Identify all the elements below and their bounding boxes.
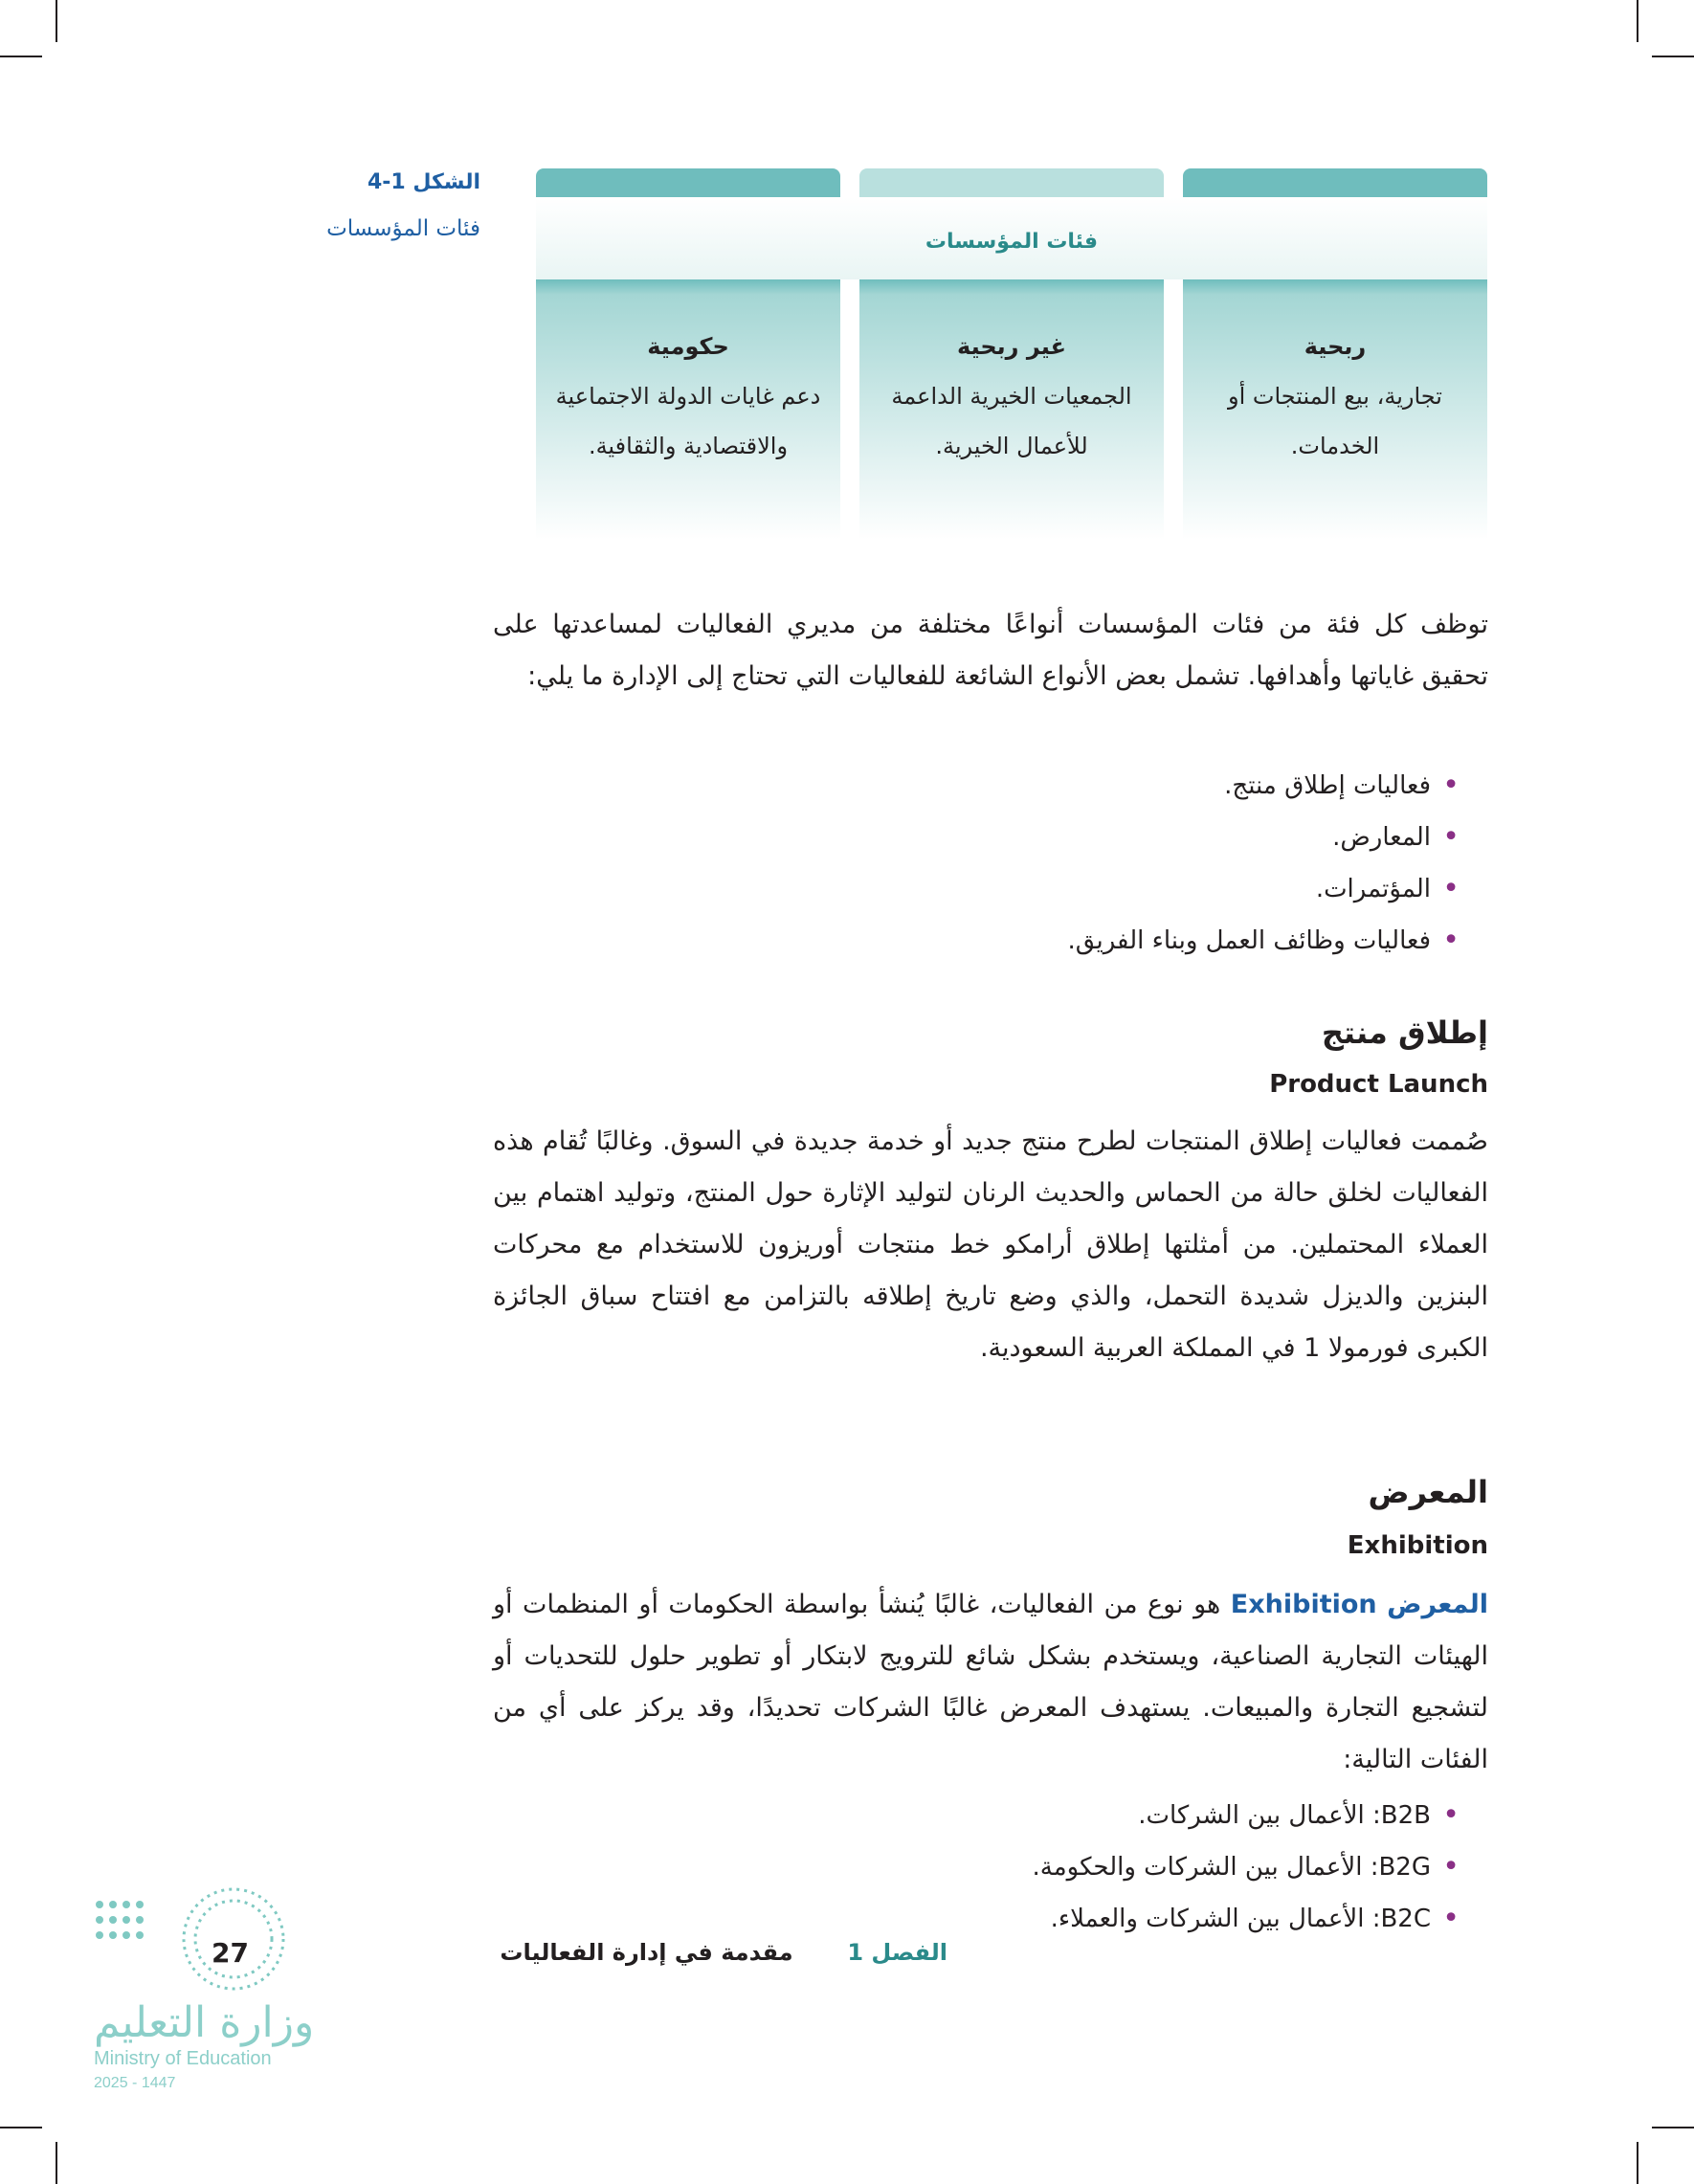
exhibition-term-en: Exhibition [1230, 1590, 1377, 1619]
figure-column-profit [1183, 279, 1487, 540]
crop-mark [1652, 56, 1694, 57]
figure-number: الشكل 1-4 [367, 170, 480, 194]
column-title: ربحية [1304, 333, 1367, 360]
crop-mark [1652, 2127, 1694, 2128]
list-item: • المؤتمرات. [1068, 863, 1460, 915]
list-item: • B2G: الأعمال بين الشركات والحكومة. [1033, 1841, 1460, 1893]
figure-column-nonprofit [859, 279, 1164, 540]
exhibition-paragraph [493, 1579, 1488, 1786]
product-launch-paragraph: صُممت فعاليات إطلاق المنتجات لطرح منتج جديد أو خدمة جديدة في السوق. وغالبًا تُقام هذه الفعاليات لخلق حالة من الحماس والحديث الرنان لتوليد الإثارة حول المنتج، وتوليد اهتمام بين العملاء المحتملين. من أمثلتها إطلاق أرامكو خط منتجات أوريزون للاستخدام مع محركات البنزين والديزل شديدة التحمل، والذي وضع تاريخ إطلاقه بالتزامن مع افتتاح سباق الجائزة الكبرى فورمولا 1 في المملكة العربية السعودية. [493, 1126, 1488, 1363]
exhibition-heading-en: Exhibition [1347, 1531, 1488, 1560]
figure-tab [1183, 168, 1487, 197]
ministry-logo-dots-icon [90, 1885, 310, 2000]
chapter-title: مقدمة في إدارة الفعاليات [500, 1939, 793, 1966]
crop-mark [0, 2127, 42, 2128]
list-item: • B2B: الأعمال بين الشركات. [1033, 1790, 1460, 1841]
product-launch-heading: إطلاق منتج [1321, 1014, 1488, 1051]
list-item: • فعاليات إطلاق منتج. [1068, 760, 1460, 812]
ministry-name-en: Ministry of Education [94, 2048, 272, 2069]
column-body: تجارية، بيع المنتجات أو الخدمات. [1228, 383, 1442, 459]
exhibition-text: هو نوع من الفعاليات، غالبًا يُنشأ بواسطة الحكومات أو المنظمات أو الهيئات التجارية الصناعية، ويستخدم بشكل شائع للترويج لابتكار أو تطوير حلول للتحديات أو لتشجيع التجارة والمبيعات. يستهدف المعرض غالبًا الشركات تحديدًا، وقد يركز على أي من الفئات التالية: [493, 1590, 1488, 1774]
chapter-label: الفصل 1 [847, 1939, 947, 1966]
figure-header-box [536, 197, 1487, 279]
column-title: غير ربحية [957, 333, 1066, 360]
exhibition-term: المعرض [1387, 1590, 1488, 1619]
figure-tab [859, 168, 1164, 197]
column-title: حكومية [647, 333, 729, 360]
figure-column-government [536, 279, 840, 540]
column-body: دعم غايات الدولة الاجتماعية والاقتصادية والثقافية. [555, 383, 821, 459]
list-item: • B2C: الأعمال بين الشركات والعملاء. [1033, 1893, 1460, 1945]
exhibition-bullet-list [1033, 1790, 1460, 1945]
intro-bullet-list [1068, 760, 1460, 967]
figure-heading: فئات المؤسسات [925, 230, 1099, 254]
page-number: 27 [212, 1937, 249, 1969]
crop-mark [0, 56, 42, 57]
list-item: • المعارض. [1068, 812, 1460, 863]
list-item: • فعاليات وظائف العمل وبناء الفريق. [1068, 915, 1460, 967]
ministry-name-ar: وزارة التعليم [94, 1998, 315, 2047]
figure-caption: فئات المؤسسات [326, 216, 480, 241]
intro-paragraph: توظف كل فئة من فئات المؤسسات أنواعًا مختلفة من مديري الفعاليات لمساعدتها على تحقيق غاياتها وأهدافها. تشمل بعض الأنواع الشائعة للفعاليات التي تحتاج إلى الإدارة ما يلي: [493, 610, 1488, 691]
exhibition-heading: المعرض [1368, 1474, 1488, 1510]
running-footer [500, 1939, 947, 1966]
ministry-year: 2025 - 1447 [94, 2075, 176, 2091]
crop-mark [1637, 2142, 1638, 2184]
crop-mark [1637, 0, 1638, 42]
figure-tab [536, 168, 840, 197]
column-body: الجمعيات الخيرية الداعمة للأعمال الخيرية. [891, 383, 1132, 459]
crop-mark [56, 2142, 57, 2184]
product-launch-heading-en: Product Launch [1269, 1070, 1488, 1099]
crop-mark [56, 0, 57, 42]
